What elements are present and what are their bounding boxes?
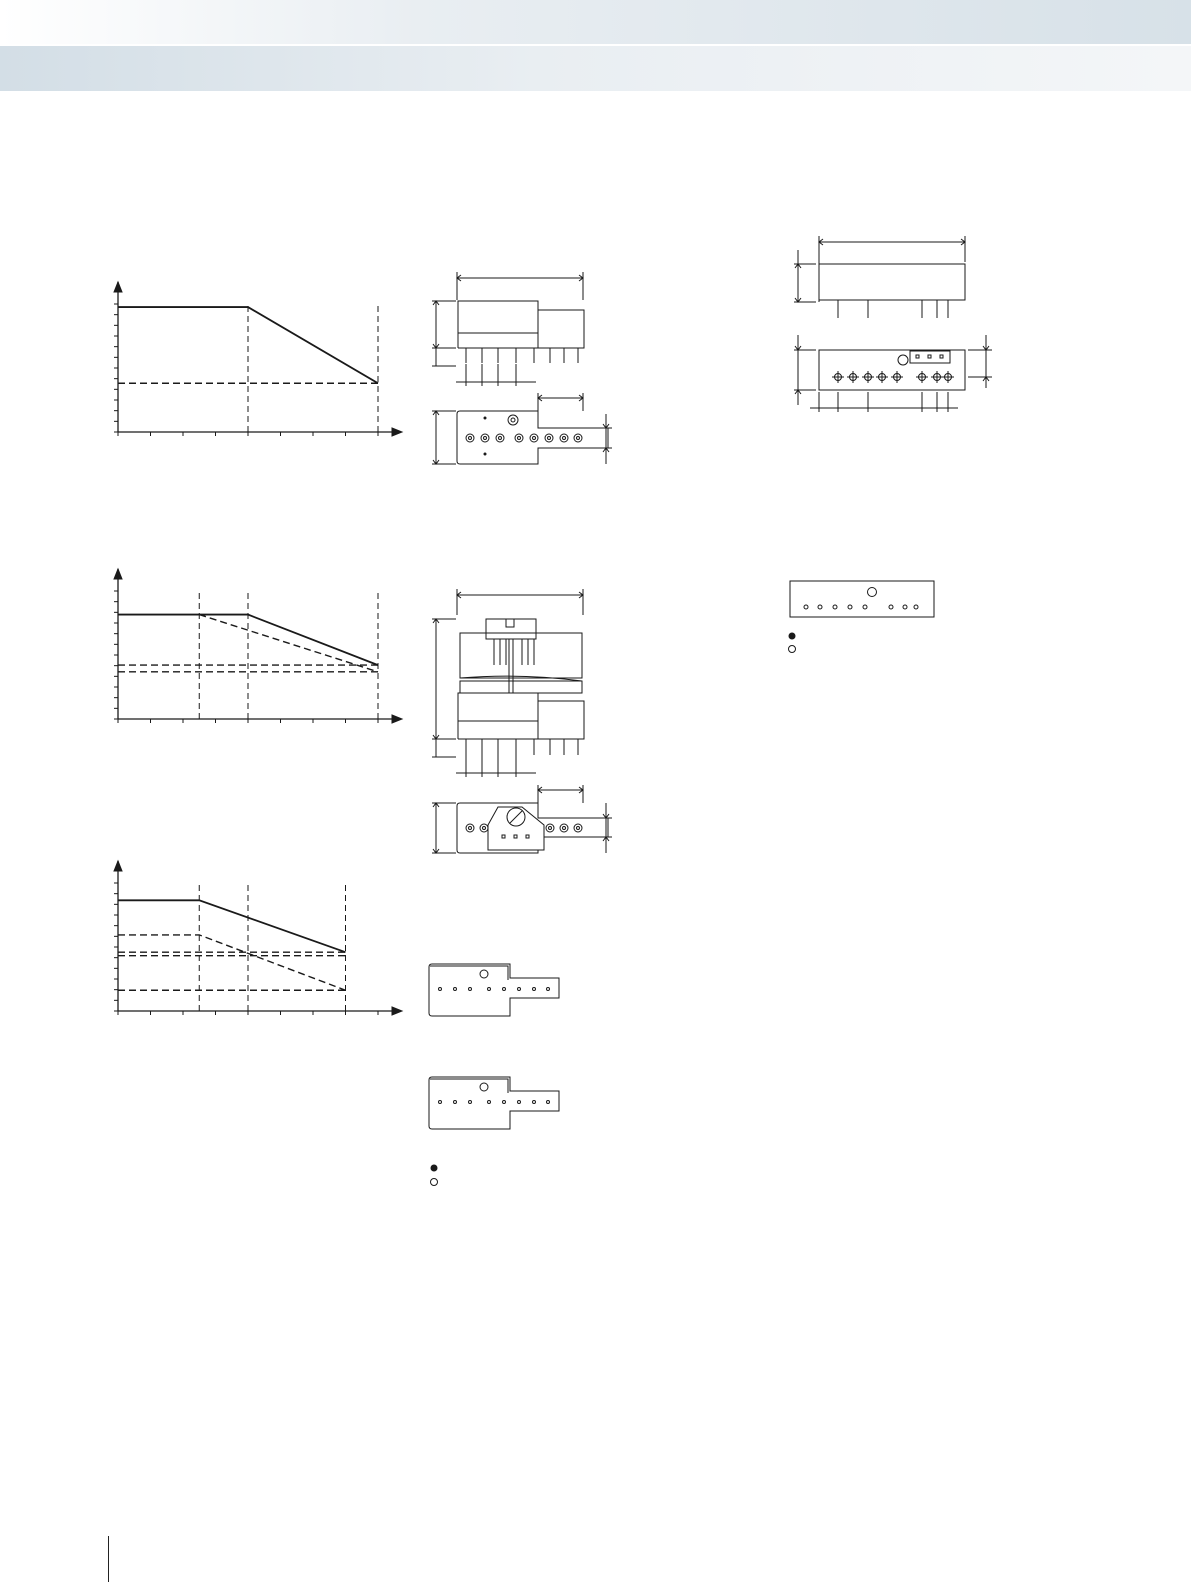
x-axis-arrow-icon [392,1007,402,1015]
pcb-layout-3 [787,578,937,620]
page-edge-rule [108,1536,109,1582]
filled-circle-icon [789,633,796,640]
side-view [432,272,584,386]
derating-chart-1 [100,278,410,448]
series-line-1 [118,935,346,990]
y-axis-arrow-icon [114,569,122,579]
derating-chart-3 [100,857,410,1027]
series-line-0 [118,900,346,952]
header-gradient-bar [0,0,1191,44]
side-view-socket [432,589,584,777]
relay-dimension-drawing-2 [420,585,620,860]
legend-markers-right [786,630,798,658]
y-axis-arrow-icon [114,861,122,871]
bottom-view [432,393,612,464]
y-axis-arrow-icon [114,282,122,292]
legend-markers-left [428,1162,440,1192]
open-circle-icon [789,646,796,653]
pcb-layout-2 [425,1073,565,1133]
relay-dimension-drawing-1 [420,268,620,473]
relay-dimension-drawing-3 [790,230,1005,425]
side-view-slim [794,236,965,318]
x-axis-arrow-icon [392,428,402,436]
section-title-band [0,46,1191,91]
derating-chart-2 [100,565,410,735]
bottom-view-slim [794,335,992,412]
series-line-1 [199,615,378,672]
pcb-layout-1 [425,960,565,1020]
open-circle-icon [431,1179,438,1186]
filled-circle-icon [431,1165,438,1172]
x-axis-arrow-icon [392,715,402,723]
bottom-view-socket [432,785,612,853]
